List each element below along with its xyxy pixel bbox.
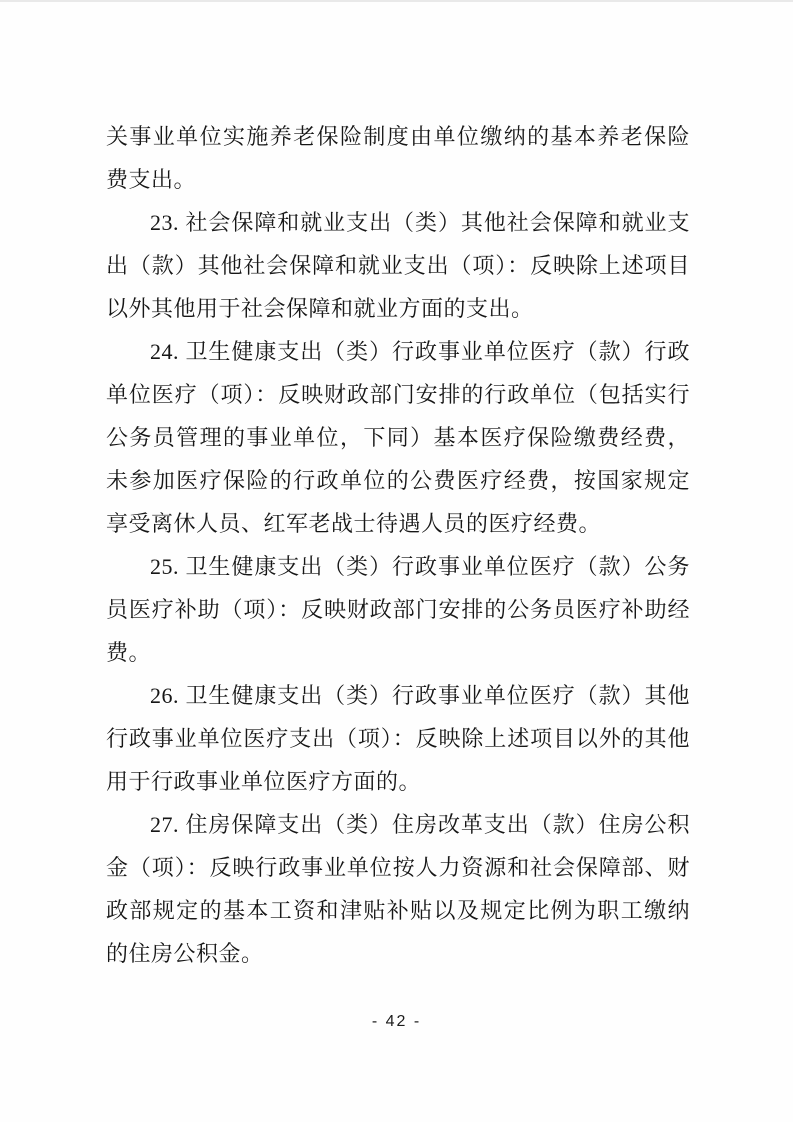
paragraph-item-23: 23. 社会保障和就业支出（类）其他社会保障和就业支出（款）其他社会保障和就业支出（项）：反映除上述项目以外其他用于社会保障和就业方面的支出。 [106, 210, 690, 321]
paragraph-item-25: 25. 卫生健康支出（类）行政事业单位医疗（款）公务员医疗补助（项）：反映财政部门安排的公务员医疗补助经费。 [106, 554, 690, 665]
scan-edge-artifact [0, 0, 793, 2]
page-body-text [106, 115, 690, 975]
paragraph-item-24: 24. 卫生健康支出（类）行政事业单位医疗（款）行政单位医疗（项）：反映财政部门安排的行政单位（包括实行公务员管理的事业单位，下同）基本医疗保险缴费经费，未参加医疗保险的行政单位的公费医疗经费，按国家规定享受离休人员、红军老战士待遇人员的医疗经费。 [106, 339, 690, 536]
page-number: - 42 - [371, 1013, 422, 1030]
paragraph-item-26: 26. 卫生健康支出（类）行政事业单位医疗（款）其他行政事业单位医疗支出（项）：反映除上述项目以外的其他用于行政事业单位医疗方面的。 [106, 683, 690, 794]
paragraph-item-27: 27. 住房保障支出（类）住房改革支出（款）住房公积金（项）：反映行政事业单位按人力资源和社会保障部、财政部规定的基本工资和津贴补贴以及规定比例为职工缴纳的住房公积金。 [106, 812, 690, 966]
paragraph-continuation: 关事业单位实施养老保险制度由单位缴纳的基本养老保险费支出。 [106, 124, 690, 192]
